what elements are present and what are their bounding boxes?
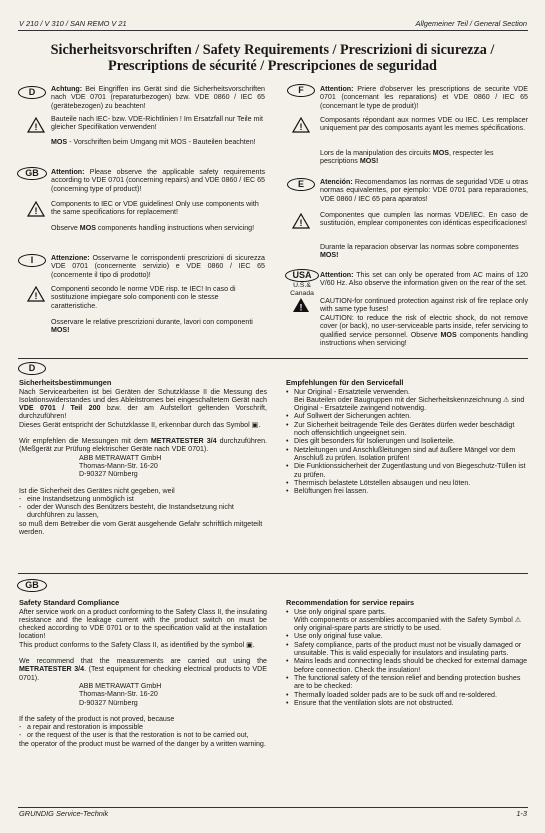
badge-gb: GB [17,167,47,180]
badge-it: I [18,254,46,267]
list-item: - or the request of the user is that the restoration is not to be carried out, [19,731,267,739]
list-item: • Zur Sicherheit beitragende Teile des Gerätes dürfen weder beschädigt noch offensichtlich ungeeignet sein. [286,421,528,438]
de-mos [51,138,265,146]
title-line1: Sicherheitsvorschriften / Safety Requirements / Prescrizioni di sicurezza / [50,42,495,58]
list-item: • Safety compliance, parts of the product must not be visually damaged or unsuitable. This is valid especially for insulators and insulating parts. [286,641,528,658]
warning-triangle-icon [292,213,310,229]
list-item [286,608,528,633]
de-p5: so muß dem Betreiber die vom Gerät ausgehende Gefahr schriftlich mitgeteilt werden. [19,519,263,537]
us-attention-label: Attention: [320,271,354,279]
es-attention-label: Atención: [320,178,353,186]
warning-triangle-icon [292,117,310,133]
list-item: - eine Instandsetzung unmöglich ist [19,495,267,503]
es-attention [320,178,528,203]
gb-p2: This product conforms to the Safety Class II, as identified by the symbol ▣. [19,640,255,649]
list-item: • Belüftungen frei lassen. [286,487,528,495]
gb-mos-post: components handling instructions when servicing! [95,224,255,232]
de-attention-label: Achtung: [51,85,83,93]
warning-triangle-icon [27,201,45,217]
gb-address-line: Thomas-Mann-Str. 16-20 [79,690,158,699]
it-attention-text: Osservarne le corrispondenti prescrizioni di sicurezza VDE 0701 (concernente servizio) e VDE 0860 / IEC 65 (concernente il tipo di prodotto)! [51,254,265,279]
section-rule [18,573,528,574]
gb-attention-text: Please observe the applicable safety requirements according to VDE 0701 (concerning repairs) and VDE 0860 / IEC 65 (concerning type of product)! [51,168,265,193]
us-caution-pre: CAUTION: to reduce the risk of electric shock, do not remove cover (or back), no user-serviceable parts inside, refer servicing to qualified service personnel. Observe [320,314,528,339]
de-address-line: Thomas-Mann-Str. 16-20 [79,461,158,470]
it-attention-label: Attenzione: [51,254,90,262]
fr-mos [320,149,528,166]
gb-p3-post: . (Test equipment for checking electrical products to VDE 0701). [19,665,267,682]
fr-mos-end: MOS! [359,157,379,166]
gb-safety-heading: Safety Standard Compliance [19,598,120,607]
list-item: • Thermisch belastete Lötstellen absaugen und neu löten. [286,479,528,487]
gb-mos-label: MOS [79,224,96,232]
us-caution-label: MOS [440,330,457,339]
gb-attention-label: Attention: [51,168,85,176]
list-item: • Mains leads and connecting leads should be checked for external damage before connection. Check the insulation! [286,657,528,674]
badge-usa: USA [285,269,319,282]
de-p4: Ist die Sicherheit des Gerätes nicht gegeben, weil [19,486,175,495]
de-p3-bold: METRATESTER 3/4 [150,437,217,446]
de-p2: Dieses Gerät entspricht der Schutzklasse II, erkennbar durch das Symbol ▣. [19,420,261,429]
warning-triangle-icon [27,286,45,302]
es-warning-text: Componentes que cumplen las normas VDE/IEC. En caso de sustitución, emplear componentes con idénticas especificaciones! [320,211,528,228]
footer-rule [18,807,528,808]
list-item: • Ensure that the ventilation slots are not obstructed. [286,699,528,707]
gb-mos [51,224,265,232]
list-item-sub: With components or assemblies accompanied with the Safety Symbol ⚠ only original-spare parts are strictly to be used. [294,615,522,633]
de-mos-label: MOS [51,138,68,146]
list-item: • Dies gilt besonders für Isolierungen und Isolierteile. [286,437,528,445]
gb-bottom-right [286,599,528,707]
list-item-text: Use only original spare parts. [294,607,386,616]
title-line2: Prescriptions de sécurité / Prescripciones de seguridad [108,58,437,74]
de-warning-text: Bauteile nach IEC- bzw. VDE-Richtlinien ! Im Ersatzfall nur Teile mit gleicher Specifikation verwenden! [51,115,263,132]
de-bottom-left [19,379,267,536]
footer-right: 1-3 [516,809,527,818]
list-item: • Use only original fuse value. [286,632,528,640]
de-p3-pre: Wir empfehlen die Messungen mit dem [19,437,151,446]
de-safety-heading: Sicherheitsbestimmungen [19,378,112,387]
gb-attention [51,168,265,193]
section-rule [18,358,528,359]
badge-fr: F [287,84,315,97]
list-item: - oder der Wunsch des Benützers besteht, die Instandsetzung nicht durchführen zu lassen, [19,503,267,520]
list-item-sub: Bei Bauteilen oder Baugruppen mit der Sicherheitskennzeichnung ⚠ sind Original - Ersatzteile zwingend notwendig. [294,395,525,413]
us-caution-fire: CAUTION-for continued protection against risk of fire replace only with same type fuses! [320,297,528,314]
de-bottom-right [286,379,528,495]
de-attention-text: Bei Eingriffen ins Gerät sind die Sicherheitsvorschriften nach VDE 0701 (reparaturbezogen) bzw. VDE 0860 / IEC 65 (gerätebezogen) zu beachten! [51,85,265,110]
gb-service-heading: Recommendation for service repairs [286,598,415,607]
de-address-line: D-90327 Nürnberg [79,470,138,479]
us-caution-shock [320,314,528,347]
list-item [286,388,528,413]
gb-address-line: ABB METRAWATT GmbH [79,681,162,690]
badge-es: E [287,178,315,191]
fr-attention [320,85,528,110]
footer-left: GRUNDIG Service-Technik [19,809,109,818]
list-item: • The functional safety of the tension relief and bending protection bushes are to be checked: [286,674,528,691]
it-mos-label: MOS! [51,326,70,335]
badge-gb-bottom: GB [17,579,47,592]
gb-p5: the operator of the product must be warned of the danger by a written warning. [19,739,266,748]
es-mos-label: MOS! [320,251,339,260]
list-item: • Thermally loaded solder pads are to be suck off and re-soldered. [286,691,528,699]
fr-mos-pre: Lors de la manipulation des circuits [320,149,433,157]
list-item: - a repair and restoration is impossible [19,723,267,731]
de-address [19,454,267,479]
fr-attention-text: Priere d'observer les prescriptions de securite VDE 0701 (concernant les reparations) et VDE 0860 / IEC 65 (concernant le type de produit)! [320,85,528,110]
gb-p4: If the safety of the product is not proved, because [19,714,175,723]
fr-mos-label: MOS [432,149,449,157]
badge-de: D [18,86,46,99]
usa-country [287,282,317,297]
it-mos [51,318,265,335]
gb-warning-text: Components to IEC or VDE guidelines! Only use components with the same specifications for replacement! [51,200,259,217]
de-mos-text: - Vorschriften beim Umgang mit MOS - Bauteilen beachten! [67,138,256,146]
list-item: • Die Funktionssicherheit der Zugentlastung und von Biegeschutz-Tüllen ist zu prüfen. [286,462,528,479]
gb-mos-pre: Observe [51,224,80,232]
us-caution-post: components handling instructions when servicing! [320,330,528,347]
list-item: • Auf Sollwert der Sicherungen achten. [286,412,528,420]
it-warning-text: Componenti secondo le norme VDE risp. te IEC! In caso di sostituzione impiegare solo componenti con le stesse caratteristiche. [51,285,236,310]
usa-country-line1: U.S.& [293,282,311,289]
gb-bottom-left [19,599,267,748]
header-left: V 210 / V 310 / SAN REMO V 21 [19,19,127,28]
gb-p3-pre: We recommend that the measurements are carried out using the [19,657,267,666]
gb-p3-bold: METRATESTER 3/4 [19,665,85,674]
es-attention-text: Recomendamos las normas de seguridad VDE u otras normas equivalentes, por ejemplo: VDE 0701 para reparaciones, VDE 0860 / IEC 65 para aparatos! [320,178,528,203]
it-mos-pre: Osservare le relative prescrizioni durante, lavori con componenti [51,318,253,326]
header-rule [18,30,528,31]
de-p1-post: bzw. der am Aufstellort geltenden Vorschrift, durchzuführen! [19,404,268,421]
fr-attention-label: Attention: [320,85,354,93]
de-service-heading: Empfehlungen für den Servicefall [286,378,404,387]
us-attention-text: This set can only be operated from AC mains of 120 V/60 Hz. Also observe the information given on the rear of the set. [320,271,528,288]
us-attention [320,271,528,288]
es-mos-pre: Durante la reparacion observar las normas sobre componentes [320,243,519,251]
de-p1-bold: VDE 0701 / Teil 200 [19,404,101,413]
de-address-line: ABB METRAWATT GmbH [79,453,162,462]
gb-address-line: D-90327 Nürnberg [79,698,138,707]
it-attention [51,254,265,279]
header-right: Allgemeiner Teil / General Section [415,19,527,28]
warning-triangle-icon [27,117,45,133]
fr-warning-text: Composants répondant aux normes VDE ou IEC. Les remplacer uniquement par des composants ayant les memes spécifications. [320,116,528,133]
gb-address [19,682,267,707]
es-mos [320,243,528,260]
warning-triangle-filled-icon [292,297,310,313]
usa-country-line2: Canada [290,289,314,297]
de-attention [51,85,265,110]
badge-de-bottom: D [18,362,46,375]
list-item-text: Nur Original - Ersatzteile verwenden. [294,387,410,396]
fr-mos-mid: , respecter les pescriptions [320,149,494,166]
gb-p1: After service work on a product conforming to the Safety Class II, the insulating resistance and the leakage current with the product switch on must be checked according to VDE 0701 or to the specification valid at the installation location! [19,607,268,641]
de-p1-pre: Nach Servicearbeiten ist bei Geräten der Schutzklasse II die Messung des Isolationswiderstandes und des Ableitstromes bei eingeschaltetem Gerät nach [19,387,267,404]
de-p3-post: durchzuführen. (Meßgerät zur Prüfung elektrischer Geräte nach VDE 0701). [19,437,268,454]
list-item: • Netzleitungen und Anschlußleitungen sind auf äußere Mängel vor dem Anschluß zu prüfen. Isolation prüfen! [286,446,528,463]
